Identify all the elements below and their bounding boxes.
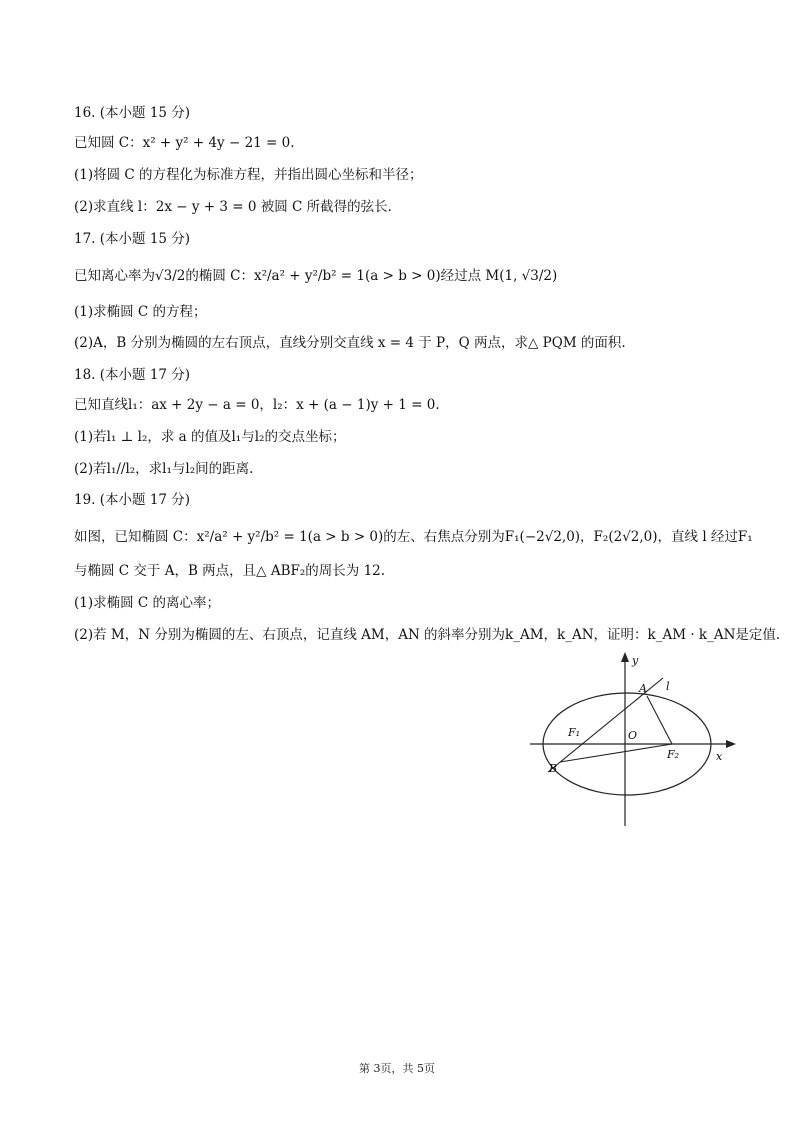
- y-axis-arrow: [621, 652, 629, 662]
- x-axis-arrow: [726, 740, 736, 748]
- problem-16-header: 16. (本小题 15 分): [74, 105, 191, 121]
- label-F1: F₁: [568, 726, 581, 739]
- problem-17-header: 17. (本小题 15 分): [74, 231, 191, 247]
- problem-17-part-1: (1)求椭圆 C 的方程；: [74, 304, 207, 320]
- problem-18-header: 18. (本小题 17 分): [74, 367, 191, 383]
- problem-16-part-2: (2)求直线 l：2x − y + 3 = 0 被圆 C 所截得的弦长.: [74, 199, 392, 215]
- ellipse-figure: [527, 646, 742, 830]
- label-O: O: [628, 729, 638, 742]
- problem-18-part-2: (2)若l₁//l₂，求l₁与l₂间的距离.: [74, 461, 254, 477]
- problem-17-statement: 已知离心率为√3/2的椭圆 C：x²/a² + y²/b² = 1(a > b > 0)经过点 M(1, √3/2): [74, 268, 558, 284]
- label-F2: F₂: [667, 748, 680, 761]
- problem-19-header: 19. (本小题 17 分): [74, 492, 191, 508]
- problem-19-part-1: (1)求椭圆 C 的离心率；: [74, 595, 221, 611]
- problem-16-statement: 已知圆 C：x² + y² + 4y − 21 = 0.: [74, 135, 295, 151]
- label-A: A: [639, 682, 647, 695]
- problem-17-part-2: (2)A，B 分别为椭圆的左右顶点，直线分别交直线 x = 4 于 P，Q 两点，求△ PQM 的面积.: [74, 335, 626, 351]
- segment-B-F2: [560, 744, 672, 762]
- problem-19-statement: 如图，已知椭圆 C：x²/a² + y²/b² = 1(a > b > 0)的左、右焦点分别为F₁(−2√2,0)，F₂(2√2,0)，直线 l 经过F₁: [74, 529, 753, 545]
- problem-19-part-2: (2)若 M，N 分别为椭圆的左、右顶点，记直线 AM，AN 的斜率分别为k_AM，k_AN，证明：k_AM · k_AN是定值.: [74, 627, 781, 643]
- problem-18-part-1: (1)若l₁ ⊥ l₂，求 a 的值及l₁与l₂的交点坐标；: [74, 429, 346, 445]
- label-x: x: [716, 750, 723, 763]
- problem-16-part-1: (1)将圆 C 的方程化为标准方程，并指出圆心坐标和半径；: [74, 167, 423, 183]
- page-footer: 第 3页，共 5页: [359, 1062, 435, 1075]
- problem-19-statement-cont: 与椭圆 C 交于 A，B 两点，且△ ABF₂的周长为 12.: [74, 563, 386, 579]
- segment-A-F2: [647, 696, 672, 744]
- label-y: y: [632, 654, 639, 667]
- label-l: l: [666, 680, 670, 693]
- problem-18-statement: 已知直线l₁：ax + 2y − a = 0，l₂：x + (a − 1)y + 1 = 0.: [74, 397, 440, 413]
- label-B: B: [549, 762, 558, 775]
